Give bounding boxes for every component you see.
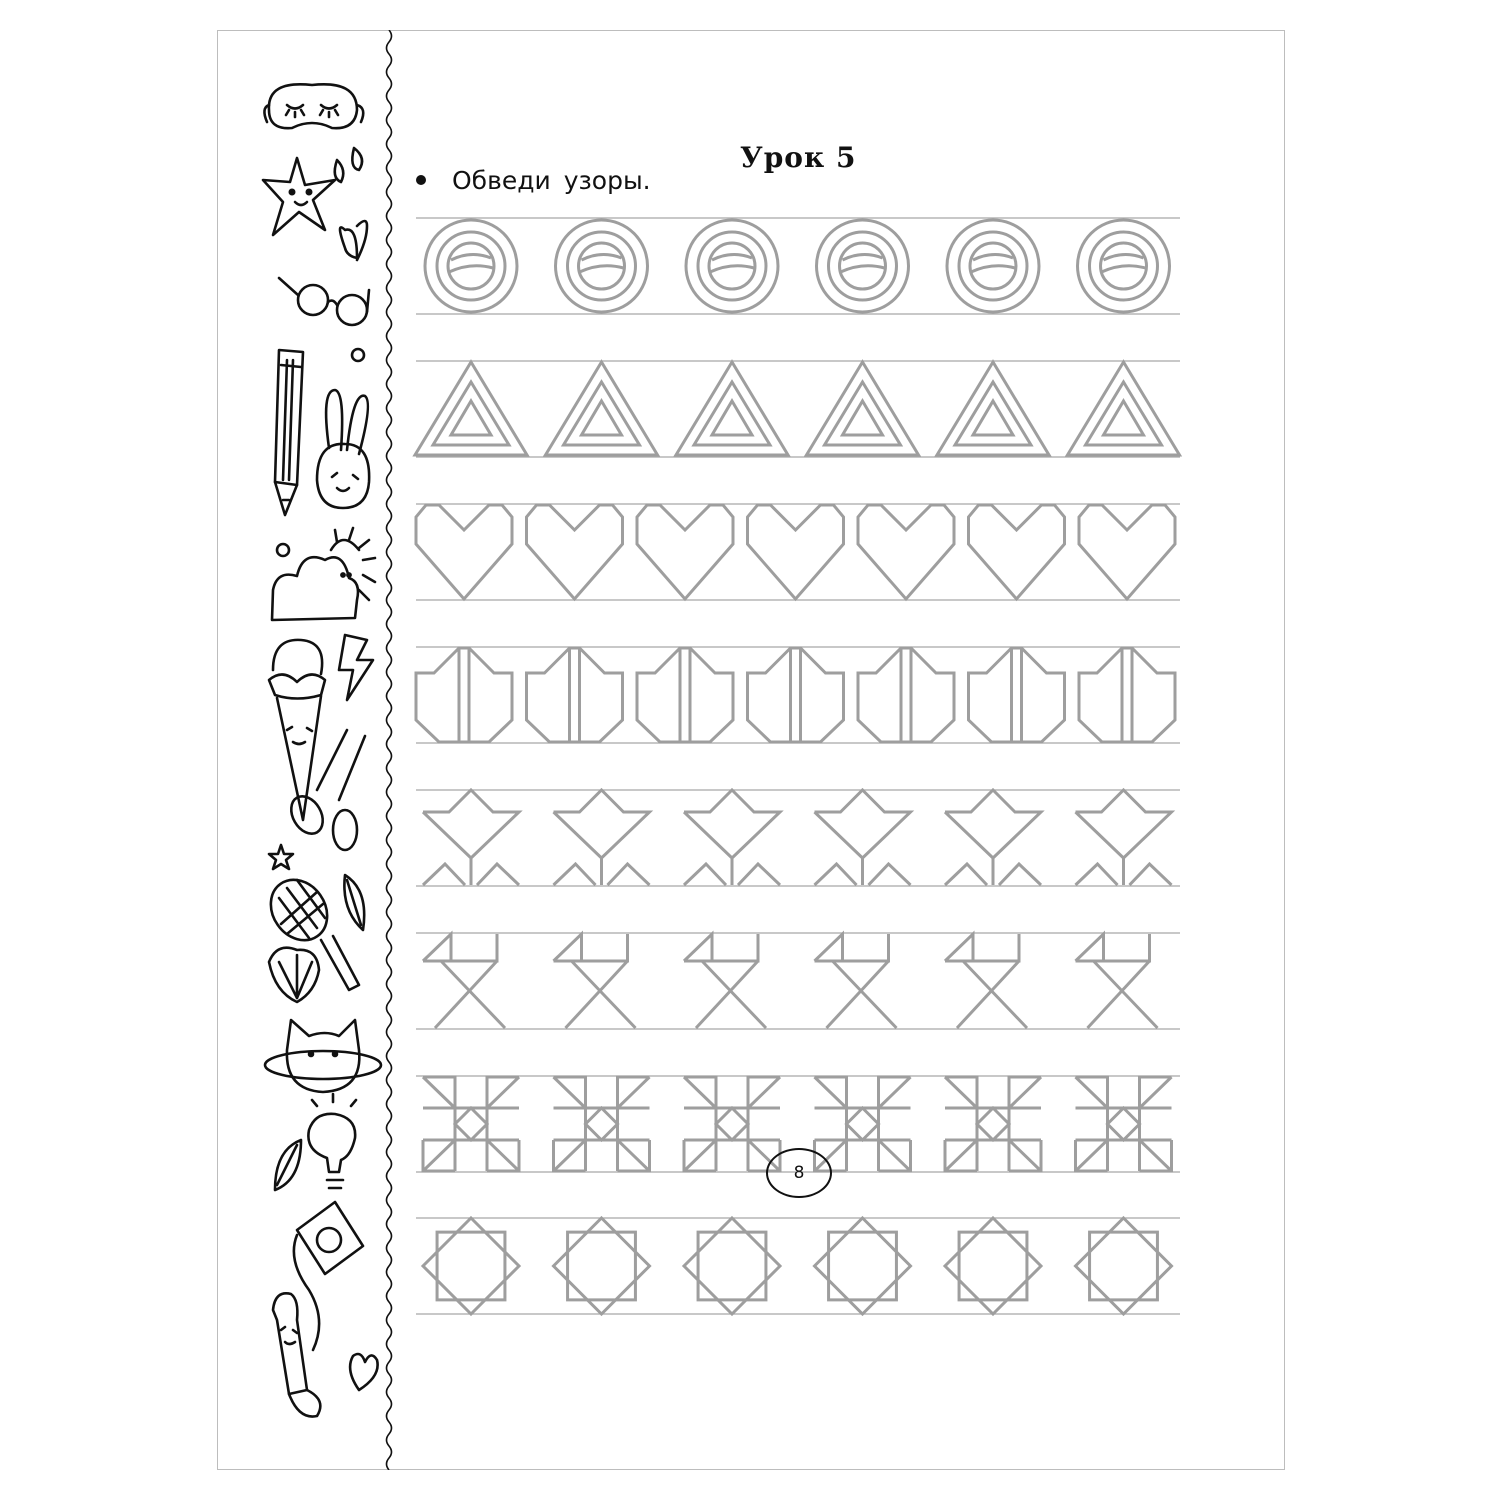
traced-shape-nested-triangles[interactable] (1068, 362, 1180, 455)
traced-shape-quilt-block[interactable] (684, 1077, 780, 1171)
traced-shape-nested-triangles[interactable] (807, 362, 919, 455)
traced-shape-hexagon-heart[interactable] (858, 505, 954, 599)
traced-shape-hexagon-heart[interactable] (416, 505, 512, 599)
traced-shape-chair[interactable] (815, 934, 897, 1028)
traced-shape-quilt-block[interactable] (945, 1077, 1041, 1171)
traced-shape-concentric-circles-ball[interactable] (947, 220, 1039, 312)
traced-shape-tulip[interactable] (423, 790, 519, 885)
traced-shape-chair[interactable] (1076, 934, 1158, 1028)
traced-shape-tulip[interactable] (945, 790, 1041, 885)
traced-shape-hexagon-heart[interactable] (527, 505, 623, 599)
traced-shape-split-heart[interactable] (637, 648, 733, 742)
pattern-row (416, 647, 1180, 743)
traced-shape-concentric-circles-ball[interactable] (556, 220, 648, 312)
page-number-badge (766, 1148, 832, 1198)
traced-shape-nested-triangles[interactable] (676, 362, 788, 455)
traced-shape-octagram[interactable] (684, 1218, 780, 1314)
traced-shape-octagram[interactable] (1076, 1218, 1172, 1314)
traced-shape-concentric-circles-ball[interactable] (425, 220, 517, 312)
traced-shape-quilt-block[interactable] (815, 1077, 911, 1171)
traced-shape-tulip[interactable] (1076, 790, 1172, 885)
traced-shape-nested-triangles[interactable] (415, 362, 527, 455)
traced-shape-nested-triangles[interactable] (937, 362, 1049, 455)
pattern-row (416, 933, 1180, 1029)
traced-shape-split-heart[interactable] (969, 648, 1065, 742)
pattern-row (416, 218, 1180, 314)
traced-shape-hexagon-heart[interactable] (748, 505, 844, 599)
traced-shape-concentric-circles-ball[interactable] (817, 220, 909, 312)
traced-shape-split-heart[interactable] (416, 648, 512, 742)
page-number: 8 (793, 1163, 805, 1183)
pattern-row (416, 790, 1180, 886)
traced-shape-chair[interactable] (945, 934, 1027, 1028)
traced-shape-chair[interactable] (684, 934, 766, 1028)
pattern-row (415, 361, 1180, 457)
traced-shape-chair[interactable] (554, 934, 636, 1028)
traced-shape-tulip[interactable] (815, 790, 911, 885)
traced-shape-octagram[interactable] (815, 1218, 911, 1314)
traced-shape-quilt-block[interactable] (423, 1077, 519, 1171)
lesson-title: Урок 5 (740, 140, 857, 174)
traced-shape-split-heart[interactable] (748, 648, 844, 742)
traced-shape-octagram[interactable] (554, 1218, 650, 1314)
traced-shape-hexagon-heart[interactable] (969, 505, 1065, 599)
traced-shape-quilt-block[interactable] (1076, 1077, 1172, 1171)
traced-shape-split-heart[interactable] (1079, 648, 1175, 742)
traced-shape-concentric-circles-ball[interactable] (1078, 220, 1170, 312)
traced-shape-split-heart[interactable] (527, 648, 623, 742)
traced-shape-concentric-circles-ball[interactable] (686, 220, 778, 312)
traced-shape-hexagon-heart[interactable] (637, 505, 733, 599)
traced-shape-octagram[interactable] (423, 1218, 519, 1314)
traced-shape-chair[interactable] (423, 934, 505, 1028)
task-instruction: Обведи узоры. (452, 165, 651, 195)
traced-shape-split-heart[interactable] (858, 648, 954, 742)
traced-shape-tulip[interactable] (684, 790, 780, 885)
pattern-row (416, 504, 1180, 600)
traced-shape-quilt-block[interactable] (554, 1077, 650, 1171)
traced-shape-tulip[interactable] (554, 790, 650, 885)
pattern-row (416, 1218, 1180, 1314)
traced-shape-hexagon-heart[interactable] (1079, 505, 1175, 599)
traced-shape-nested-triangles[interactable] (546, 362, 658, 455)
traced-shape-octagram[interactable] (945, 1218, 1041, 1314)
